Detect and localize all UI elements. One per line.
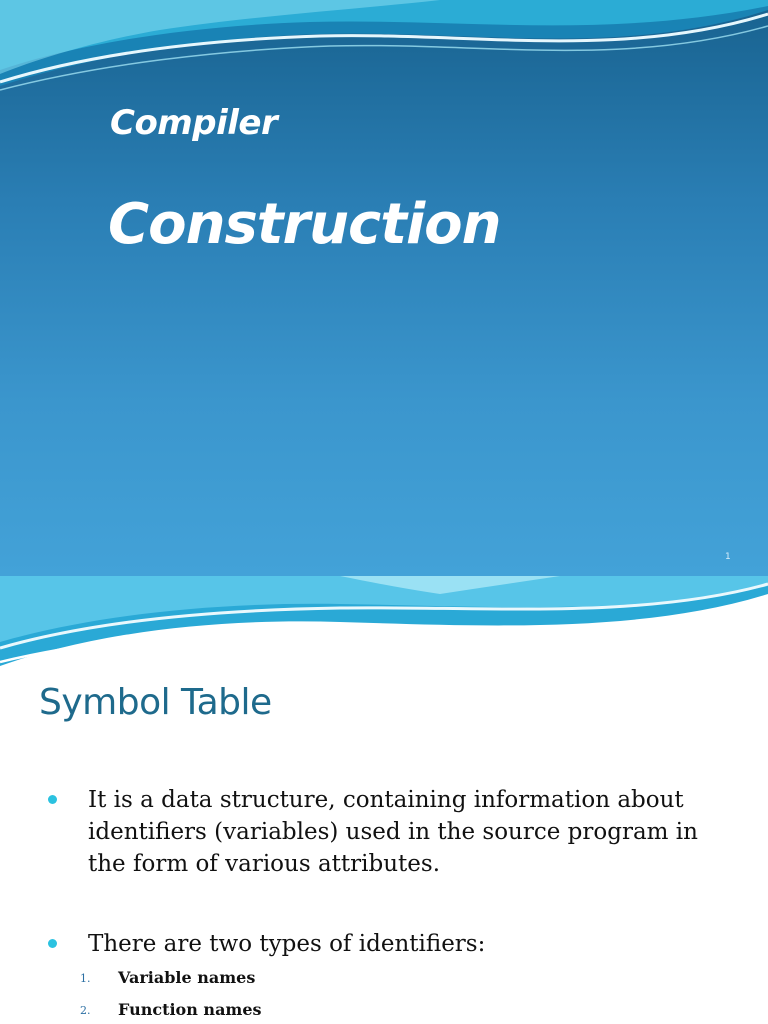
top-wave-decoration: [0, 0, 768, 120]
item-number: 1.: [80, 972, 91, 985]
numbered-item: [80, 968, 256, 987]
bullet-text: It is a data structure, containing information about identifiers (variables) used in the source program in the form of various attributes.: [88, 787, 698, 877]
slide-title-line-1: Compiler: [110, 103, 278, 143]
content-slide: [0, 576, 768, 1024]
numbered-item: [80, 1000, 262, 1019]
item-number: 2.: [80, 1004, 91, 1017]
slide-title-line-2: Construction: [108, 192, 501, 257]
bullet-item: [88, 784, 728, 880]
bullet-text: There are two types of identifiers:: [88, 931, 486, 957]
item-text: Function names: [118, 1000, 262, 1019]
bullet-dot-icon: [48, 795, 57, 804]
slide-title: Symbol Table: [39, 682, 272, 723]
item-text: Variable names: [118, 968, 256, 987]
slide-number: 1: [725, 552, 731, 562]
bullet-item: [88, 928, 728, 960]
bullet-dot-icon: [48, 939, 57, 948]
top-wave-decoration: [0, 576, 768, 676]
